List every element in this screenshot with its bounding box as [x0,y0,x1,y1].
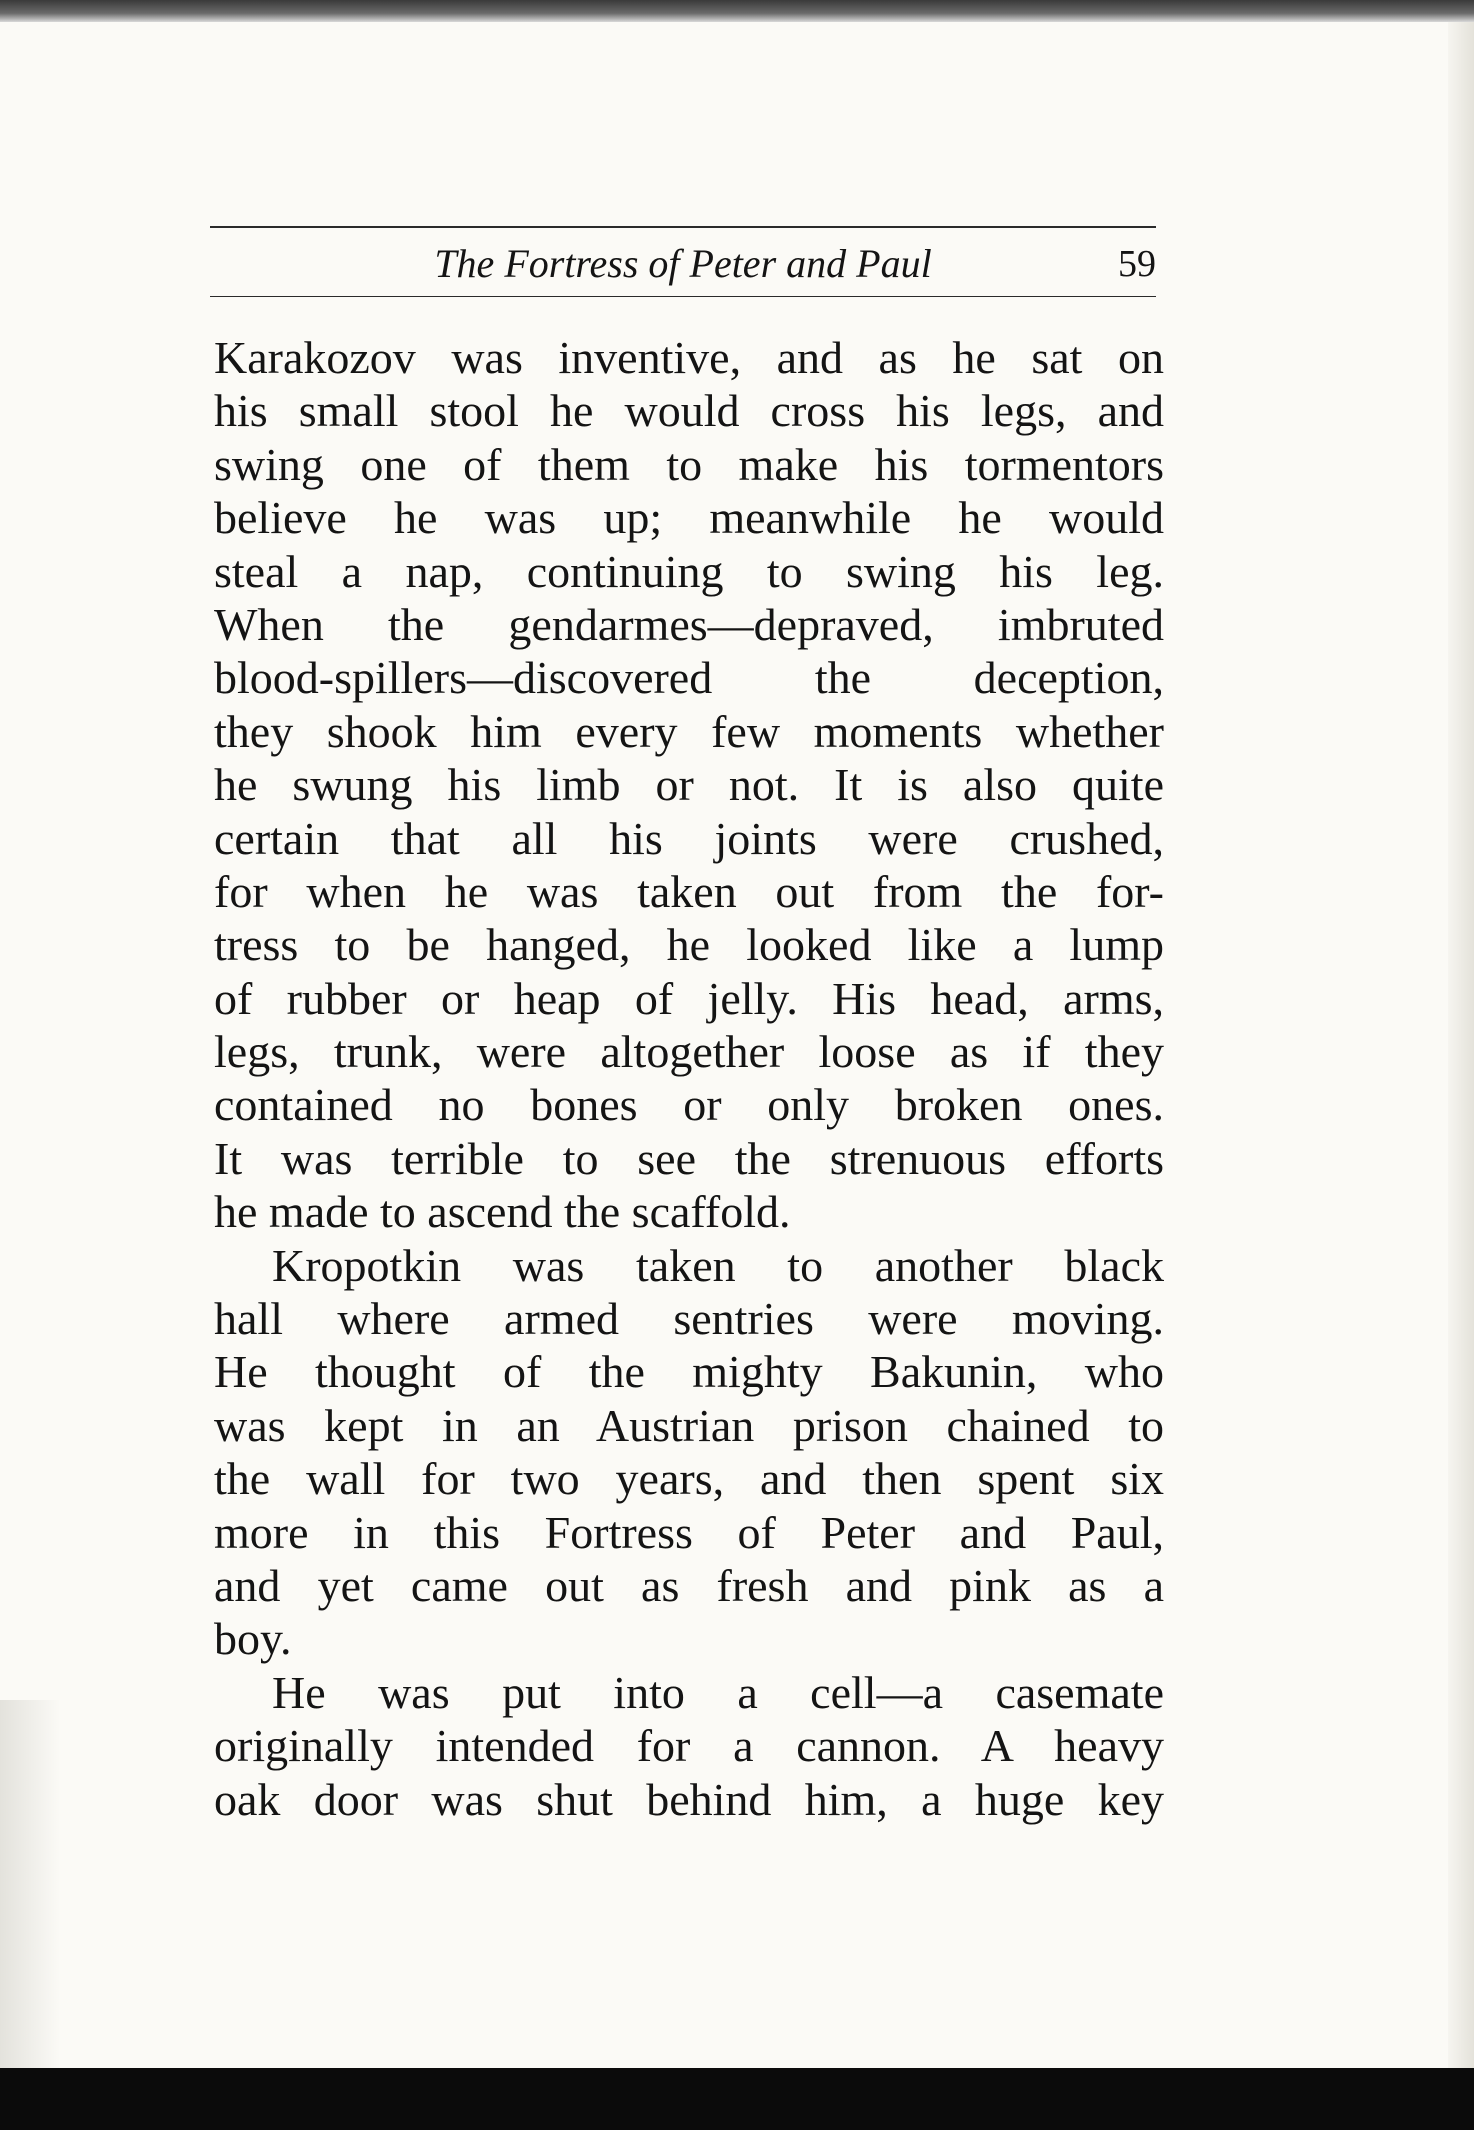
text-line: He thought of the mighty Bakunin, who [214,1346,1164,1398]
text-line: legs, trunk, were altogether loose as if they [214,1026,1164,1078]
text-line: for when he was taken out from the for- [214,865,1164,917]
text-line: he made to ascend the scaffold. [214,1186,791,1238]
paragraph-start-line: He was put into a cell—a casemate [272,1666,1164,1718]
text-line: was kept in an Austrian prison chained to [214,1399,1164,1451]
text-line: tress to be hanged, he looked like a lump [214,919,1164,971]
text-line: boy. [214,1613,292,1665]
text-line: When the gendarmes—depraved, imbruted [214,598,1164,650]
text-line: and yet came out as fresh and pink as a [214,1559,1164,1611]
page-number: 59 [1118,243,1156,285]
text-line: steal a nap, continuing to swing his leg. [214,545,1164,597]
text-line: hall where armed sentries were moving. [214,1293,1164,1345]
text-line: believe he was up; meanwhile he would [214,492,1164,544]
header-rule-bottom [210,296,1156,297]
paragraph-start-line: Kropotkin was taken to another black [272,1239,1164,1291]
text-line: more in this Fortress of Peter and Paul, [214,1506,1164,1558]
body-text [214,331,1164,1826]
scan-right-edge [1448,22,1474,2068]
text-line: swing one of them to make his tormentors [214,438,1164,490]
text-line: Karakozov was inventive, and as he sat on [214,332,1164,383]
text-line: of rubber or heap of jelly. His head, arms, [214,972,1164,1024]
text-line: originally intended for a cannon. A heavy [214,1720,1164,1772]
text-line: oak door was shut behind him, a huge key [214,1773,1164,1825]
text-line: he swung his limb or not. It is also quite [214,759,1164,811]
scan-left-shadow [0,1700,60,2068]
text-line: It was terrible to see the strenuous efforts [214,1132,1164,1184]
text-line: they shook him every few moments whether [214,705,1164,757]
text-line: certain that all his joints were crushed, [214,812,1164,864]
text-line: blood-spillers—discovered the deception, [214,652,1164,704]
text-line: his small stool he would cross his legs, and [214,385,1164,437]
text-line: the wall for two years, and then spent six [214,1453,1164,1505]
running-head [210,238,1156,290]
scan-top-edge [0,0,1474,22]
text-line: contained no bones or only broken ones. [214,1079,1164,1131]
scan-bottom-edge [0,2068,1474,2130]
running-title: The Fortress of Peter and Paul [434,241,932,286]
header-rule-top [210,226,1156,228]
